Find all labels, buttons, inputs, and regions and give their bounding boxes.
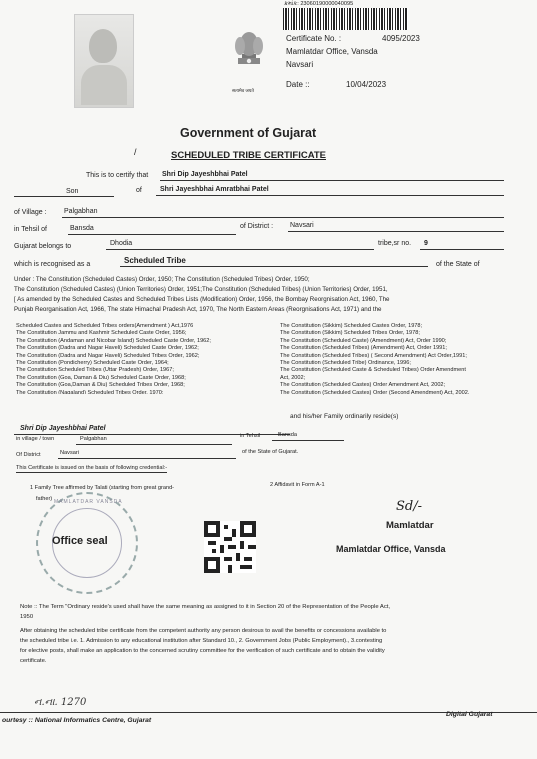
signatory-office: Mamlatdar Office, Vansda bbox=[336, 544, 446, 554]
tehsil-label: in Tehsil of bbox=[14, 226, 47, 233]
signature-initials: Sd/- bbox=[396, 499, 422, 514]
basis-text: This Certificate is issued on the basis of following credential:- bbox=[16, 465, 167, 473]
office-seal bbox=[36, 492, 138, 594]
tehsil-value: Bansda bbox=[70, 225, 94, 232]
instruction-line-1: After obtaining the scheduled tribe certificate from the competent authority any person desirous to avail the benefits or concessions available to bbox=[20, 628, 387, 634]
certificate-no-label: Certificate No. : bbox=[286, 34, 342, 43]
order-item: The Constitution (Scheduled Tribes) ( Second Amendment) Act Order,1991; bbox=[280, 352, 467, 359]
page-title: Government of Gujarat bbox=[180, 126, 317, 140]
date-value: 10/04/2023 bbox=[346, 80, 387, 89]
handwritten-note: ન.ના. 1270 bbox=[34, 697, 87, 708]
under-line-2: The Constitution (Scheduled Castes) (Union Territories) Order, 1951;The Constitution (Scheduled Tribes) (Union Territories) Order, 1951, bbox=[14, 286, 388, 293]
order-item: The Constitution (Scheduled Castes) Order Amendment Act, 2002; bbox=[280, 382, 446, 389]
order-item: The Constitution (Sikkim) Scheduled Castes Order, 1978; bbox=[280, 323, 423, 329]
order-item: The Constitution Jammu and Kashmir Scheduled Caste Order, 1956; bbox=[16, 330, 187, 337]
under-line-3: [ As amended by the Scheduled Castes and Scheduled Tribes Lists (Modification) Order, 1956, the Bombay Reorgnisation Act, 1960, The bbox=[14, 296, 390, 303]
barcode-number: ક્રમાંક: 23060190000040095 bbox=[284, 1, 354, 7]
recognised-label: which is recognised as a bbox=[14, 261, 91, 268]
residence-district-label: Of District bbox=[16, 452, 41, 458]
order-item: The Constitution (Andaman and Nicobar Island) Scheduled Caste Order, 1962; bbox=[16, 337, 211, 344]
order-item: The Constitution (Nagaland) Scheduled Tribes Order, 1970; bbox=[16, 389, 164, 394]
applicant-photo bbox=[74, 14, 134, 108]
village-value: Palgabhan bbox=[64, 208, 98, 215]
residence-tehsil: Bansda bbox=[278, 432, 297, 438]
state-label: of the State of bbox=[436, 261, 480, 268]
certificate-no: 4095/2023 bbox=[382, 34, 420, 43]
residence-district: Navsari bbox=[60, 450, 79, 456]
barcode bbox=[283, 8, 408, 30]
emblem-motto: सत्यमेव जयते bbox=[232, 88, 254, 93]
seal-label: Office seal bbox=[52, 535, 108, 547]
of-label: of bbox=[136, 187, 142, 194]
order-item: The Constitution (Dadra and Nagar Haveli) Scheduled Tribes Order, 1962; bbox=[16, 352, 200, 359]
under-line-1: Under : The Constitution (Scheduled Castes) Order, 1950; The Constitution (Scheduled Tribes) Order, 1950; bbox=[14, 276, 310, 283]
under-line-4: Punjab Reorganisation Act, 1966, The state Himachal Pradesh Act, 1970, The North Eastern Areas (Reorgnisations Act, 1971) and the bbox=[14, 306, 382, 313]
order-item: The Constitution (Pondicherry) Scheduled Caste Order, 1964; bbox=[16, 360, 169, 367]
slash-mark: / bbox=[134, 147, 137, 157]
order-item: The Constitution (Scheduled Tribe) Ordinance, 1996; bbox=[280, 360, 411, 367]
orders-left-list bbox=[16, 323, 264, 394]
village-label: of Village : bbox=[14, 209, 47, 216]
orders-right-list bbox=[280, 323, 530, 397]
instruction-line-3: for elective posts, shall make an application to the concerned scrutiny committee for the verification of such certificate and to obtain the validity bbox=[20, 648, 385, 654]
residence-village: Palgabhan bbox=[80, 436, 107, 442]
order-item: The Constitution (Sikkim) Scheduled Tribes Order, 1978; bbox=[280, 330, 420, 337]
holder-name: Shri Dip Jayeshbhai Patel bbox=[162, 171, 248, 178]
date-label: Date :: bbox=[286, 80, 310, 89]
office-line: Mamlatdar Office, Vansda bbox=[286, 47, 378, 56]
order-item: The Constitution (Goa,Daman & Diu) Scheduled Tribes Order, 1968; bbox=[16, 382, 185, 389]
footer-digital-gujarat: Digital Gujarat bbox=[446, 711, 493, 718]
footer-courtesy: ourtesy :: National Informatics Centre, Gujarat bbox=[2, 717, 152, 724]
residence-tehsil-label: in Tehsil bbox=[240, 433, 261, 439]
seal-ring-text: MAMLATDAR VANSDA bbox=[54, 499, 123, 505]
credential-1: 1 Family Tree affirmed by Talati (starting from great grand- bbox=[30, 485, 175, 491]
district-value: Navsari bbox=[290, 222, 314, 229]
order-item: Scheduled Castes and Scheduled Tribes orders(Amendment ) Act,1976 bbox=[16, 323, 194, 329]
order-item: Act, 2002; bbox=[280, 374, 306, 381]
order-item: The Constitution (Dadra and Nagar Haveli) Scheduled Caste Order, 1962; bbox=[16, 345, 199, 352]
order-item: The Constitution (Scheduled Caste) (Amendment) Act, Order 1990; bbox=[280, 337, 447, 344]
district-line: Navsari bbox=[286, 60, 314, 69]
residence-village-label: in village / town bbox=[16, 436, 55, 442]
credential-2: 2 Affidavit in Form A-1 bbox=[270, 482, 325, 488]
order-item: The Constitution (Scheduled Castes) Order (Second Amendment) Act, 2002. bbox=[280, 389, 470, 396]
tribe-sr-value: 9 bbox=[424, 240, 428, 247]
certificate-subtitle: SCHEDULED TRIBE CERTIFICATE bbox=[171, 150, 326, 161]
certify-text: This is to certify that bbox=[86, 172, 149, 179]
note-line-1: Note :: The Term "Ordinary reside's used shall have the same meaning as assigned to it in Section 20 of the Representation of the People Act, bbox=[20, 604, 391, 610]
residence-name: Shri Dip Jayeshbhai Patel bbox=[20, 425, 106, 432]
residence-state-text: of the State of Gujarat. bbox=[242, 449, 299, 455]
son-label: Son bbox=[66, 188, 79, 195]
qr-code bbox=[204, 521, 256, 573]
family-text: and his/her Family ordinarily reside(s) bbox=[290, 413, 399, 420]
tribe-name: Dhodia bbox=[110, 240, 133, 247]
belongs-label: Gujarat belongs to bbox=[14, 243, 72, 250]
tribe-sr-label: tribe,sr no. bbox=[378, 240, 412, 247]
instruction-line-2: the scheduled tribe i.e. 1. Admission to any educational institution after Standard 10., 2. Government Jobs (Public Employment)., 3.contesting bbox=[20, 638, 383, 644]
state-emblem-icon bbox=[228, 26, 270, 82]
order-item: The Constitution (Goa, Daman & Diu) Scheduled Caste Order, 1968; bbox=[16, 374, 186, 381]
order-item: The Constitution Scheduled Tribes (Uttar Pradesh) Order, 1967; bbox=[16, 367, 174, 374]
credential-1-cont: father) bbox=[36, 496, 53, 502]
instruction-line-4: certificate. bbox=[20, 658, 47, 664]
signatory-title: Mamlatdar bbox=[386, 520, 434, 531]
order-item: The Constitution (Scheduled Tribes) (Amendment) Act, Order 1991; bbox=[280, 345, 447, 352]
district-label: of District : bbox=[240, 223, 274, 230]
note-line-2: 1950 bbox=[20, 614, 34, 620]
order-item: The Constitution (Scheduled Caste & Scheduled Tribes) Order Amendment bbox=[280, 367, 466, 374]
father-name: Shri Jayeshbhai Amratbhai Patel bbox=[160, 186, 269, 193]
recognised-value: Scheduled Tribe bbox=[124, 256, 186, 265]
